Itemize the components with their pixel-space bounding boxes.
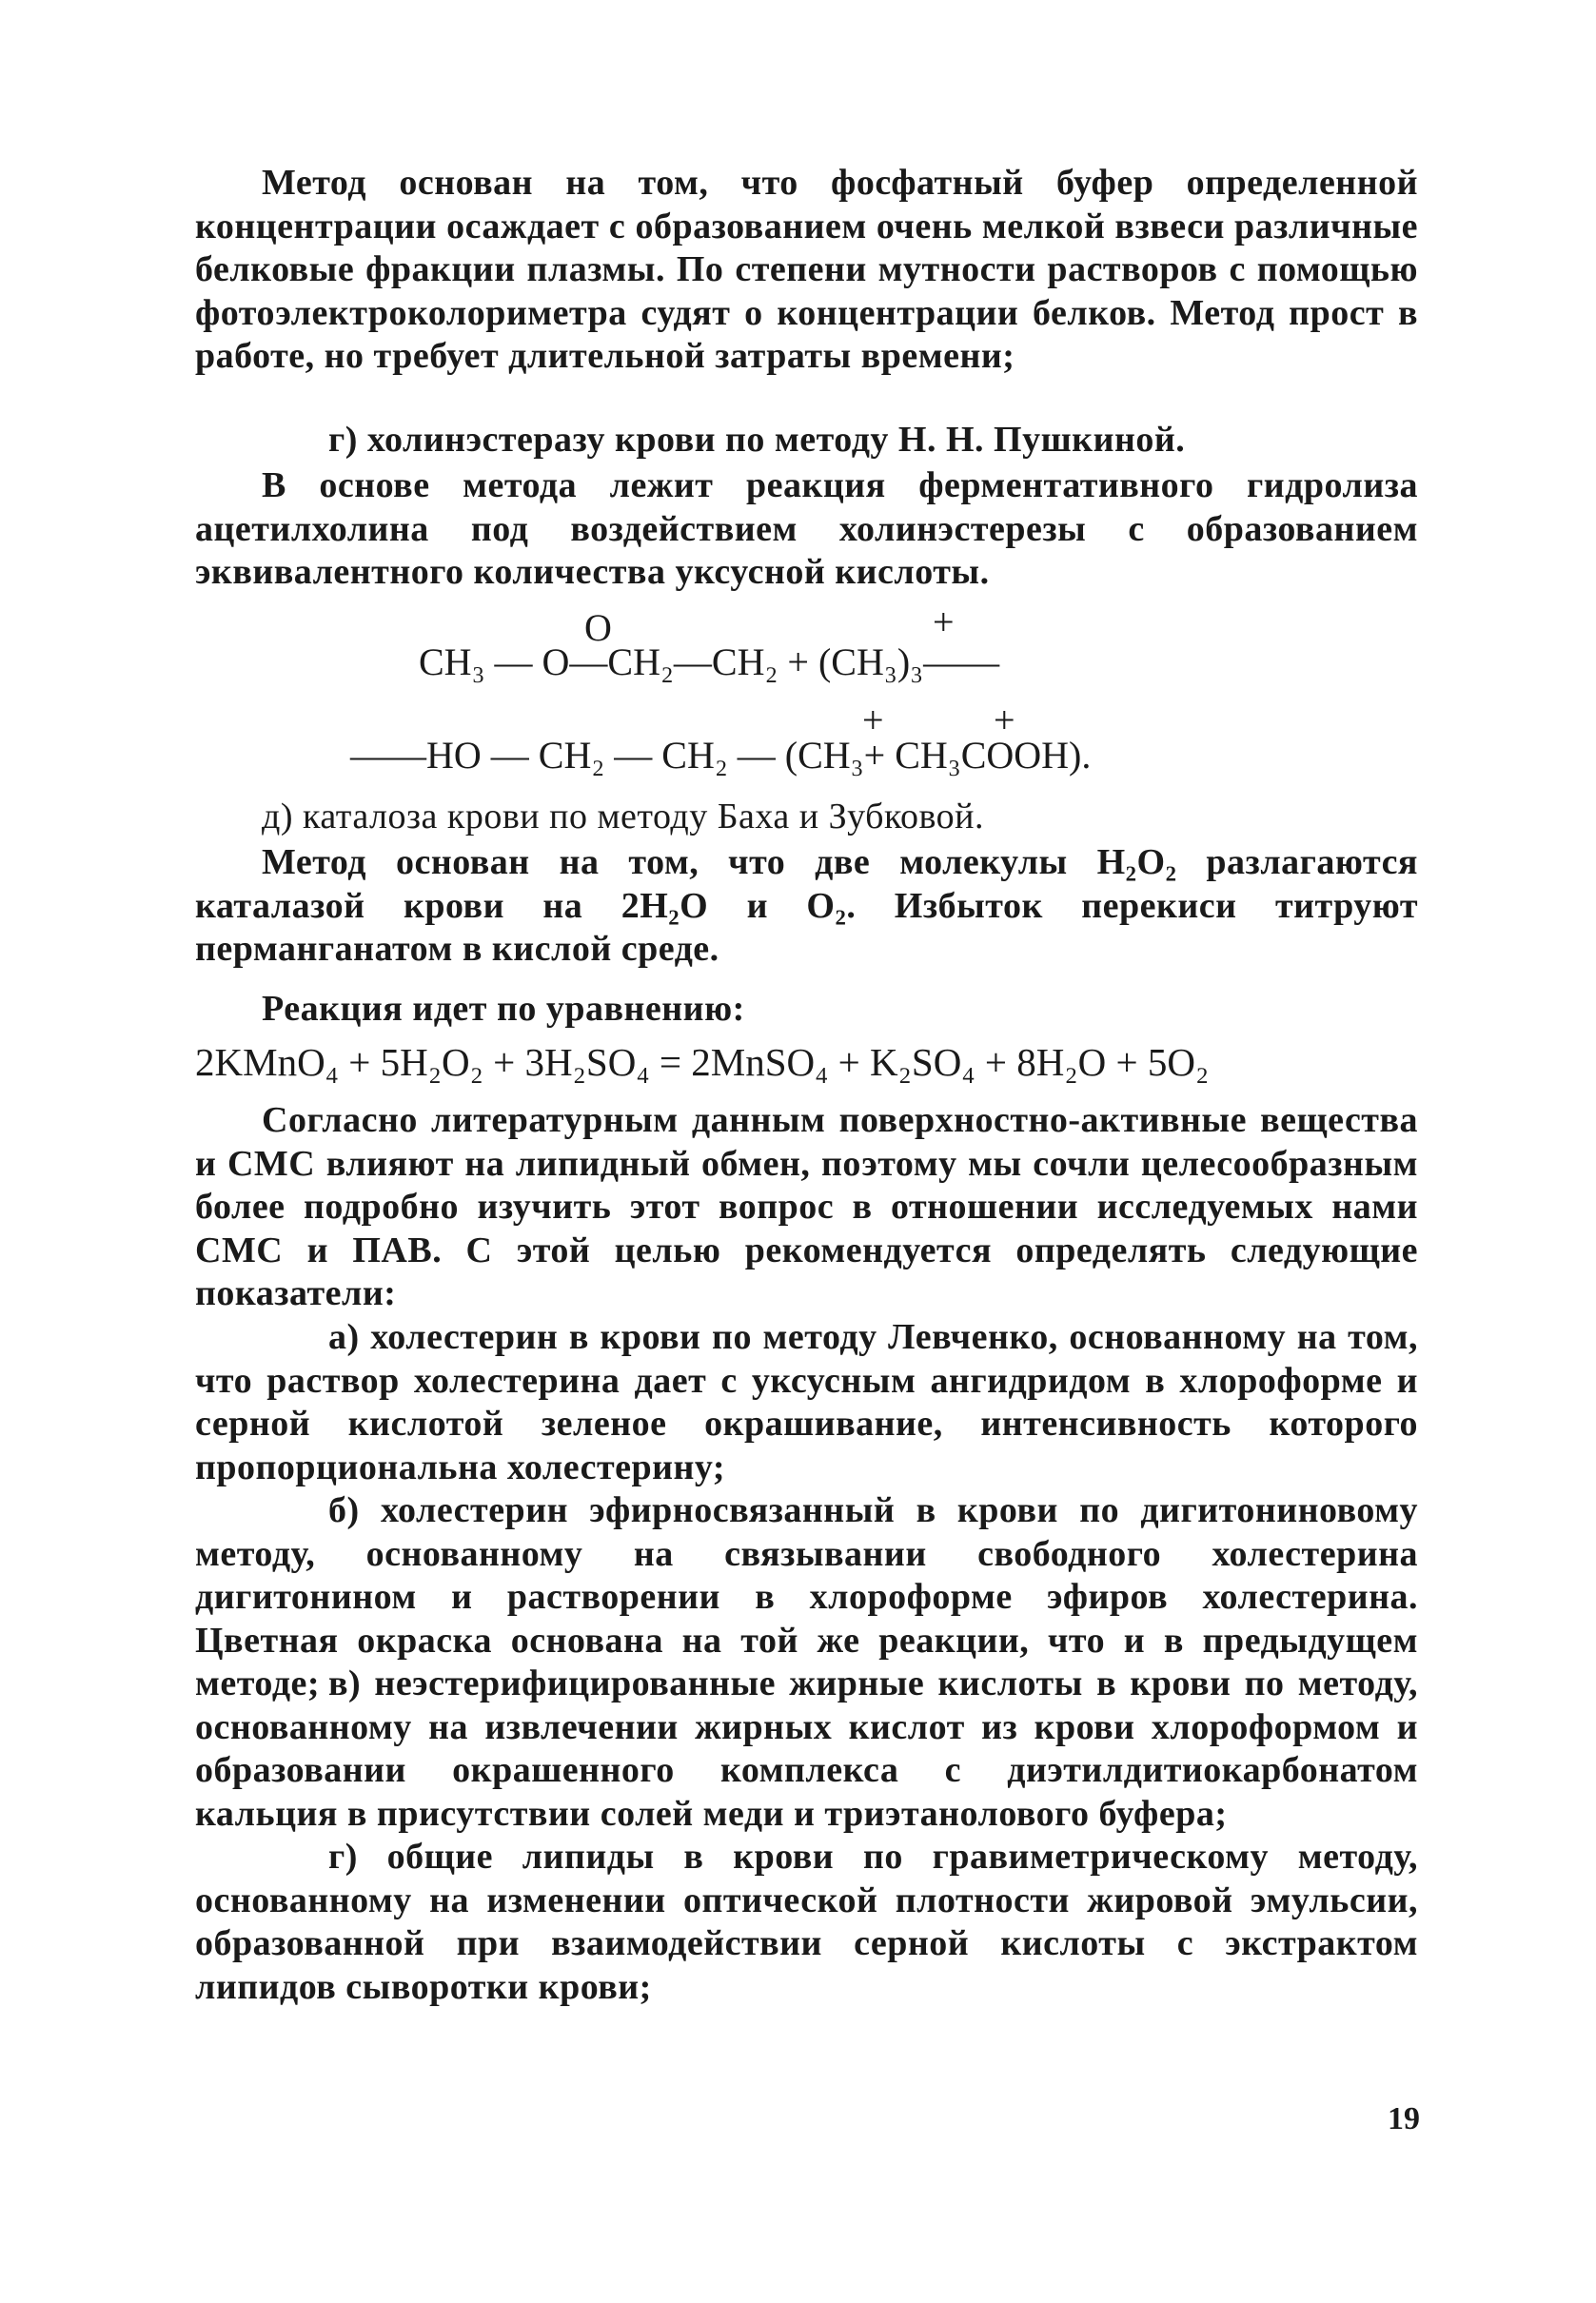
paragraph-text: Реакция идет по уравнению: — [262, 989, 745, 1029]
paragraph-fatty-acids — [195, 1663, 1418, 1836]
paragraph-hydrolysis — [195, 464, 1418, 595]
page-number: 19 — [1388, 2101, 1420, 2136]
formula-line-2: ——HO — CH₂ — CH₂ — (CH₃+ CH₃COOH). — [350, 734, 1092, 777]
paragraph-text: Метод основан на том, что две молекулы H₂O₂ разлагаются каталазой крови на 2H₂O и O₂. Избыток перекиси титруют перманганатом в кислой среде. — [195, 842, 1418, 969]
formula-top-plus: + — [933, 600, 955, 643]
paragraph-text: Метод основан на том, что фосфатный буфер определенной концентрации осаждает с образованием очень мелкой взвеси различные белковые фракции плазмы. По степени мутности растворов с помощью фотоэлектроколориметра судят о концентрации белков. Метод прост в работе, но требует длительной затраты времени; — [195, 163, 1418, 376]
paragraph-cholinesterase-item — [195, 419, 1418, 463]
list-item: б) холестерин эфирносвязанный в крови по дигитониновому методу, основанному на связывании свободного холестерина дигитонином и растворении в хлороформе эфиров холестерина. Цветная окраска основана на той же реакции, что и в предыдущем методе; — [195, 1490, 1418, 1703]
list-item: г) общие липиды в крови по гравиметрическому методу, основанному на изменении оптической плотности жировой эмульсии, образованной при взаимодействии серной кислоты с экстрактом липидов сыворотки крови; — [195, 1837, 1418, 2007]
paragraph-catalase-method — [195, 841, 1418, 972]
paragraph-total-lipids — [195, 1836, 1418, 2009]
formula-line-1: CH₃ — O—CH₂—CH₂ + (CH₃)₃—— — [419, 640, 1000, 683]
paragraph-reaction-intro — [195, 988, 1418, 1032]
paragraph-literature — [195, 1099, 1418, 1316]
list-item: в) неэстерифицированные жирные кислоты в крови по методу, основанному на извлечении жирных кислот из крови хлороформом и образовании окрашенного комплекса с диэтилдитиокарбонатом кальция в присутствии солей меди и триэтанолового буфера; — [195, 1663, 1418, 1834]
list-item: г) холинэстеразу крови по методу Н. Н. Пушкиной. — [328, 420, 1186, 460]
formula-mid-plus-1: + — [862, 699, 884, 741]
list-item: а) холестерин в крови по методу Левченко, основанному на том, что раствор холестерина дает с уксусным ангидридом в хлороформе и серной кислотой зеленое окрашивание, интенсивность которого пропорциональна холестерину; — [195, 1317, 1418, 1487]
list-item: д) каталоза крови по методу Баха и Зубковой. — [262, 797, 985, 837]
paragraph-method-buffer — [195, 162, 1418, 379]
paragraph-text: Согласно литературным данным поверхностно-активные вещества и СМС влияют на липидный обмен, поэтому мы сочли целесообразным более подробно изучить этот вопрос в отношении исследуемых нами СМС и ПАВ. С этой целью рекомендуется определять следующие показатели: — [195, 1100, 1418, 1313]
formula-top-oxygen: O — [584, 606, 612, 649]
paragraph-text: В основе метода лежит реакция ферментативного гидролиза ацетилхолина под воздействием холинэстерезы с образованием эквивалентного количества уксусной кислоты. — [195, 465, 1418, 592]
reaction-equation: 2KMnO₄ + 5H₂O₂ + 3H₂SO₄ = 2MnSO₄ + K₂SO₄ + 8H₂O + 5O₂ — [195, 1040, 1210, 1084]
formula-mid-plus-2: + — [994, 699, 1015, 741]
paragraph-catalase-item — [195, 796, 1418, 839]
paragraph-cholesterol — [195, 1316, 1418, 1489]
